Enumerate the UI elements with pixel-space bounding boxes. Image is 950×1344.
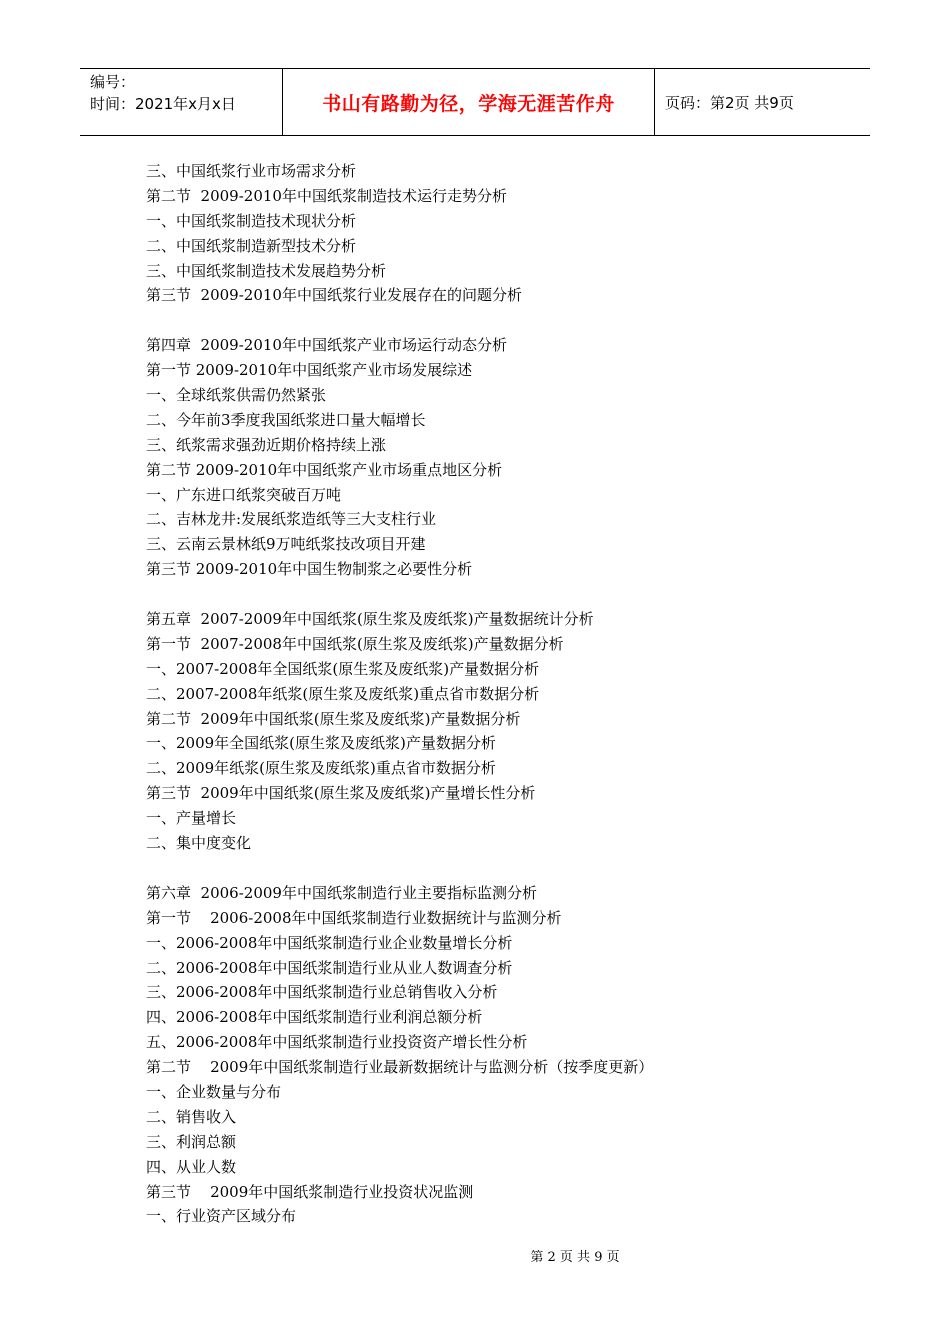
toc-line: 二、2006-2008年中国纸浆制造行业从业人数调查分析 xyxy=(146,958,513,977)
motto-text: 书山有路勤为径，学海无涯苦作舟 xyxy=(322,92,615,115)
toc-line: 二、今年前3季度我国纸浆进口量大幅增长 xyxy=(146,410,426,429)
toc-line: 第一节 2006-2008年中国纸浆制造行业数据统计与监测分析 xyxy=(146,908,562,927)
toc-line: 四、2006-2008年中国纸浆制造行业利润总额分析 xyxy=(146,1008,483,1027)
header-page-label: 页码：第2页 共9页 xyxy=(665,93,794,112)
toc-line: 第六章 2006-2009年中国纸浆制造行业主要指标监测分析 xyxy=(146,883,537,902)
toc-line: 第五章 2007-2009年中国纸浆(原生浆及废纸浆)产量数据统计分析 xyxy=(146,610,594,629)
toc-line: 三、云南云景林纸9万吨纸浆技改项目开建 xyxy=(146,535,426,554)
toc-line: 一、产量增长 xyxy=(146,809,237,828)
toc-line: 五、2006-2008年中国纸浆制造行业投资资产增长性分析 xyxy=(146,1033,528,1052)
toc-line: 一、全球纸浆供需仍然紧张 xyxy=(146,386,327,405)
toc-line: 二、销售收入 xyxy=(146,1107,237,1126)
toc-line: 二、2009年纸浆(原生浆及废纸浆)重点省市数据分析 xyxy=(146,759,496,778)
toc-line: 第三节 2009年中国纸浆(原生浆及废纸浆)产量增长性分析 xyxy=(146,784,536,803)
toc-blank-line xyxy=(146,308,846,333)
table-of-contents xyxy=(146,159,846,1229)
document-time-label: 时间：2021年x月x日 xyxy=(90,95,236,113)
toc-line: 三、中国纸浆制造技术发展趋势分析 xyxy=(146,261,387,280)
header-meta-cell xyxy=(80,69,282,135)
toc-line: 一、广东进口纸浆突破百万吨 xyxy=(146,485,342,504)
toc-blank-line xyxy=(146,856,846,881)
toc-line: 三、纸浆需求强劲近期价格持续上涨 xyxy=(146,435,387,454)
toc-line: 第四章 2009-2010年中国纸浆产业市场运行动态分析 xyxy=(146,336,507,355)
toc-line: 一、中国纸浆制造技术现状分析 xyxy=(146,211,357,230)
toc-line: 二、2007-2008年纸浆(原生浆及废纸浆)重点省市数据分析 xyxy=(146,684,540,703)
toc-line: 一、2006-2008年中国纸浆制造行业企业数量增长分析 xyxy=(146,933,513,952)
toc-line: 第三节 2009-2010年中国生物制浆之必要性分析 xyxy=(146,560,473,579)
toc-line: 第一节 2007-2008年中国纸浆(原生浆及废纸浆)产量数据分析 xyxy=(146,634,564,653)
toc-line: 四、从业人数 xyxy=(146,1157,237,1176)
toc-line: 三、2006-2008年中国纸浆制造行业总销售收入分析 xyxy=(146,983,498,1002)
toc-line: 第三节 2009-2010年中国纸浆行业发展存在的问题分析 xyxy=(146,286,522,305)
toc-line: 一、企业数量与分布 xyxy=(146,1082,282,1101)
toc-line: 二、吉林龙井:发展纸浆造纸等三大支柱行业 xyxy=(146,510,437,529)
toc-line: 二、中国纸浆制造新型技术分析 xyxy=(146,236,357,255)
page-footer xyxy=(0,1246,950,1265)
toc-line: 三、利润总额 xyxy=(146,1132,237,1151)
toc-line: 一、2007-2008年全国纸浆(原生浆及废纸浆)产量数据分析 xyxy=(146,659,540,678)
header-motto-cell xyxy=(282,69,655,135)
document-header xyxy=(80,68,870,136)
footer-page-number: 第 2 页 共 9 页 xyxy=(530,1250,620,1265)
toc-line: 一、行业资产区域分布 xyxy=(146,1207,297,1226)
toc-line: 第一节 2009-2010年中国纸浆产业市场发展综述 xyxy=(146,361,473,380)
header-page-cell xyxy=(655,69,870,135)
toc-line: 第三节 2009年中国纸浆制造行业投资状况监测 xyxy=(146,1182,474,1201)
toc-line: 第二节 2009-2010年中国纸浆制造技术运行走势分析 xyxy=(146,186,507,205)
toc-line: 一、2009年全国纸浆(原生浆及废纸浆)产量数据分析 xyxy=(146,734,496,753)
document-number-label: 编号： xyxy=(90,73,136,91)
toc-line: 三、中国纸浆行业市场需求分析 xyxy=(146,162,357,180)
toc-line: 第二节 2009年中国纸浆制造行业最新数据统计与监测分析（按季度更新） xyxy=(146,1058,654,1077)
toc-line: 第二节 2009年中国纸浆(原生浆及废纸浆)产量数据分析 xyxy=(146,709,521,728)
toc-blank-line xyxy=(146,582,846,607)
toc-line: 第二节 2009-2010年中国纸浆产业市场重点地区分析 xyxy=(146,460,503,479)
toc-line: 二、集中度变化 xyxy=(146,834,252,853)
